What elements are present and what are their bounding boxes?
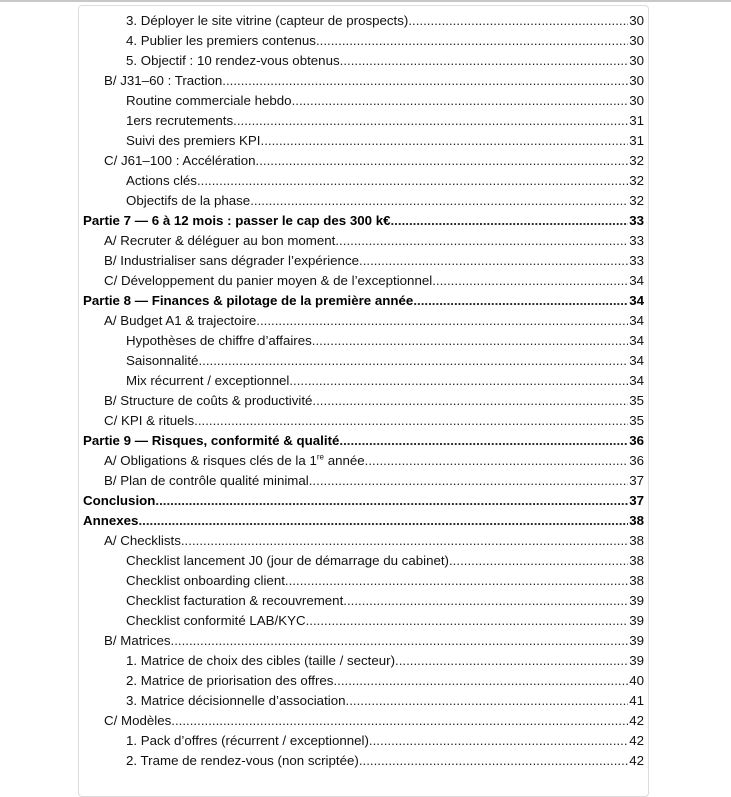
toc-entry-title	[104, 311, 256, 331]
toc-entry-title	[104, 531, 181, 551]
toc-entry-title	[83, 431, 339, 451]
toc-page-number: 33	[629, 233, 644, 248]
toc-entry-label: 4. Publier les premiers contenus	[126, 33, 316, 48]
toc-entry[interactable]	[83, 311, 644, 331]
toc-entry-title	[126, 131, 261, 151]
toc-entry[interactable]	[83, 571, 644, 591]
dot-leader	[250, 191, 628, 211]
toc-page-number: 34	[629, 273, 644, 288]
toc-entry-title	[126, 371, 289, 391]
toc-entry-title	[104, 71, 222, 91]
toc-entry-label: 1. Pack d’offres (récurrent / exceptionnel)	[126, 733, 369, 748]
toc-entry[interactable]	[83, 411, 644, 431]
toc-entry-label: 3. Déployer le site vitrine (capteur de prospects)	[126, 13, 409, 28]
toc-entry[interactable]	[83, 271, 644, 291]
toc-entry-label: Conclusion	[83, 493, 156, 508]
dot-leader	[316, 31, 628, 51]
toc-entry-title	[104, 271, 432, 291]
toc-entry[interactable]	[83, 651, 644, 671]
toc-page-number: 32	[629, 193, 644, 208]
toc-page-number: 42	[629, 713, 644, 728]
dot-leader	[256, 311, 628, 331]
dot-leader	[369, 731, 628, 751]
toc-page-number: 30	[629, 53, 644, 68]
toc-page-number: 31	[629, 113, 644, 128]
toc-entry[interactable]	[83, 131, 644, 151]
dot-leader	[408, 11, 628, 31]
toc-entry[interactable]	[83, 591, 644, 611]
toc-page-number: 31	[629, 133, 644, 148]
toc-page-number: 42	[629, 733, 644, 748]
toc-entry-title	[126, 551, 449, 571]
dot-leader	[365, 451, 629, 471]
toc-entry-label: C/ J61–100 : Accélération	[104, 153, 256, 168]
dot-leader	[395, 651, 628, 671]
dot-leader	[138, 511, 628, 531]
toc-entry-label-rest: année	[324, 453, 365, 468]
dot-leader	[312, 391, 628, 411]
toc-entry-label: C/ Modèles	[104, 713, 172, 728]
toc-page-number: 37	[629, 493, 644, 508]
toc-entry[interactable]	[83, 291, 644, 311]
dot-leader	[335, 231, 628, 251]
toc-entry[interactable]	[83, 211, 644, 231]
toc-entry-label: Mix récurrent / exceptionnel	[126, 373, 290, 388]
dot-leader	[261, 131, 629, 151]
toc-page-number: 35	[629, 413, 644, 428]
toc-entry-label: Objectifs de la phase	[126, 193, 251, 208]
toc-entry-title	[126, 591, 343, 611]
toc-entry[interactable]	[83, 751, 644, 771]
toc-entry-label: A/ Budget A1 & trajectoire	[104, 313, 257, 328]
toc-entry[interactable]	[83, 51, 644, 71]
toc-entry-label: Checklist conformité LAB/KYC	[126, 613, 306, 628]
toc-entry-label: 5. Objectif : 10 rendez-vous obtenus	[126, 53, 340, 68]
toc-page-number: 38	[629, 573, 644, 588]
dot-leader	[359, 251, 628, 271]
toc-entry[interactable]	[83, 631, 644, 651]
toc-entry-label: C/ KPI & rituels	[104, 413, 195, 428]
toc-entry-label: A/ Recruter & déléguer au bon moment	[104, 233, 336, 248]
dot-leader	[312, 331, 628, 351]
toc-entry[interactable]	[83, 611, 644, 631]
toc-entry-label: B/ Structure de coûts & productivité	[104, 393, 313, 408]
dot-leader	[449, 551, 628, 571]
toc-page-number: 30	[629, 73, 644, 88]
toc-entry-title	[83, 511, 138, 531]
toc-entry-title	[104, 231, 335, 251]
toc-page-number: 34	[629, 293, 644, 308]
dot-leader	[390, 211, 628, 231]
toc-entry[interactable]	[83, 551, 644, 571]
toc-page-number: 30	[629, 13, 644, 28]
dot-leader	[171, 631, 629, 651]
toc-entry[interactable]	[83, 491, 644, 511]
dot-leader	[432, 271, 628, 291]
toc-entry-label: Suivi des premiers KPI	[126, 133, 261, 148]
toc-entry[interactable]	[83, 451, 644, 471]
toc-entry-title	[126, 171, 197, 191]
toc-entry-title	[104, 451, 365, 471]
toc-entry[interactable]	[83, 671, 644, 691]
toc-entry[interactable]	[83, 171, 644, 191]
toc-page-number: 40	[629, 673, 644, 688]
dot-leader	[340, 51, 629, 71]
toc-entry-label: B/ J31–60 : Traction	[104, 73, 223, 88]
dot-leader	[359, 751, 628, 771]
toc-entry-label: B/ Plan de contrôle qualité minimal	[104, 473, 309, 488]
dot-leader	[309, 471, 628, 491]
toc-entry[interactable]	[83, 531, 644, 551]
toc-entry-label: Actions clés	[126, 173, 197, 188]
toc-entry-label: 1ers recrutements	[126, 113, 234, 128]
toc-entry-title	[83, 291, 413, 311]
dot-leader	[289, 371, 628, 391]
dot-leader	[197, 171, 628, 191]
toc-entry-label: C/ Développement du panier moyen & de l’exceptionnel	[104, 273, 433, 288]
top-divider	[0, 0, 731, 2]
toc-page-number: 38	[629, 553, 644, 568]
toc-entry-title	[104, 411, 194, 431]
dot-leader	[233, 111, 628, 131]
toc-entry[interactable]	[83, 151, 644, 171]
dot-leader	[222, 71, 628, 91]
dot-leader	[306, 611, 629, 631]
toc-entry-title	[104, 251, 359, 271]
toc-entry-label: B/ Industrialiser sans dégrader l’expérience	[104, 253, 359, 268]
toc-entry-label: Checklist facturation & recouvrement	[126, 593, 344, 608]
toc-entry-title	[104, 631, 171, 651]
document-page	[78, 5, 649, 797]
dot-leader	[181, 531, 628, 551]
toc-page-number: 39	[629, 593, 644, 608]
toc-entry-title	[126, 91, 292, 111]
toc-entry[interactable]	[83, 331, 644, 351]
toc-entry-label: Checklist onboarding client	[126, 573, 285, 588]
toc-page-number: 30	[629, 93, 644, 108]
toc-page-number: 38	[629, 513, 644, 528]
toc-entry-label: 1. Matrice de choix des cibles (taille / secteur)	[126, 653, 396, 668]
superscript: re	[316, 452, 324, 462]
dot-leader	[292, 91, 629, 111]
toc-entry[interactable]	[83, 11, 644, 31]
toc-page-number: 33	[629, 253, 644, 268]
toc-entry-label: A/ Obligations & risques clés de la 1	[104, 453, 317, 468]
toc-page-number: 38	[629, 533, 644, 548]
dot-leader	[343, 591, 628, 611]
dot-leader	[346, 691, 629, 711]
dot-leader	[285, 571, 628, 591]
toc-entry-title	[104, 391, 312, 411]
toc-page-number: 33	[629, 213, 644, 228]
toc-entry-label: 2. Matrice de priorisation des offres	[126, 673, 334, 688]
toc-entry-title	[126, 351, 198, 371]
toc-entry-label: Hypothèses de chiffre d’affaires	[126, 333, 312, 348]
toc-entry[interactable]	[83, 691, 644, 711]
toc-entry-label: 3. Matrice décisionnelle d’association	[126, 693, 346, 708]
toc-entry-title	[126, 111, 233, 131]
toc-entry[interactable]	[83, 431, 644, 451]
toc-page-number: 36	[629, 433, 644, 448]
toc-entry-label: Saisonnalité	[126, 353, 199, 368]
toc-page-number: 34	[629, 313, 644, 328]
toc-entry[interactable]	[83, 251, 644, 271]
toc-entry-label: Partie 8 — Finances & pilotage de la première année	[83, 293, 414, 308]
toc-page-number: 39	[629, 633, 644, 648]
toc-entry[interactable]	[83, 111, 644, 131]
toc-page-number: 36	[629, 453, 644, 468]
toc-entry-title	[126, 11, 408, 31]
dot-leader	[155, 491, 628, 511]
toc-entry-title	[126, 51, 340, 71]
toc-entry-title	[126, 191, 250, 211]
toc-entry-label: Routine commerciale hebdo	[126, 93, 292, 108]
dot-leader	[339, 431, 628, 451]
toc-page-number: 32	[629, 153, 644, 168]
toc-page-number: 34	[629, 353, 644, 368]
toc-entry-label: B/ Matrices	[104, 633, 171, 648]
toc-page-number: 37	[629, 473, 644, 488]
toc-entry[interactable]	[83, 471, 644, 491]
toc-entry-title	[126, 651, 395, 671]
toc-entry[interactable]	[83, 231, 644, 251]
toc-entry-title	[126, 731, 369, 751]
toc-entry-label: Partie 9 — Risques, conformité & qualité	[83, 433, 340, 448]
toc-entry-title	[126, 571, 285, 591]
toc-entry-title	[126, 751, 359, 771]
dot-leader	[194, 411, 628, 431]
table-of-contents	[83, 11, 644, 771]
toc-entry-title	[126, 31, 316, 51]
dot-leader	[198, 351, 628, 371]
toc-entry-label: Partie 7 — 6 à 12 mois : passer le cap des 300 k€	[83, 213, 391, 228]
toc-entry[interactable]	[83, 511, 644, 531]
toc-entry[interactable]	[83, 391, 644, 411]
toc-entry[interactable]	[83, 731, 644, 751]
toc-entry[interactable]	[83, 31, 644, 51]
toc-entry-label: Checklist lancement J0 (jour de démarrage du cabinet)	[126, 553, 449, 568]
toc-entry-label: 2. Trame de rendez-vous (non scriptée)	[126, 753, 359, 768]
toc-entry[interactable]	[83, 71, 644, 91]
toc-page-number: 42	[629, 753, 644, 768]
toc-entry-title	[104, 471, 309, 491]
dot-leader	[333, 671, 628, 691]
toc-page-number: 30	[629, 33, 644, 48]
toc-entry-title	[104, 711, 171, 731]
toc-page-number: 34	[629, 373, 644, 388]
toc-entry[interactable]	[83, 191, 644, 211]
dot-leader	[171, 711, 628, 731]
toc-entry-label: Annexes	[83, 513, 139, 528]
dot-leader	[413, 291, 628, 311]
toc-entry-title	[83, 491, 155, 511]
toc-entry[interactable]	[83, 711, 644, 731]
toc-page-number: 34	[629, 333, 644, 348]
toc-page-number: 41	[629, 693, 644, 708]
toc-entry-title	[126, 691, 346, 711]
toc-entry-title	[83, 211, 390, 231]
toc-entry[interactable]	[83, 371, 644, 391]
toc-page-number: 32	[629, 173, 644, 188]
toc-page-number: 39	[629, 653, 644, 668]
toc-entry-label: A/ Checklists	[104, 533, 181, 548]
dot-leader	[256, 151, 629, 171]
toc-entry-title	[104, 151, 256, 171]
toc-entry-title	[126, 671, 333, 691]
toc-entry[interactable]	[83, 351, 644, 371]
toc-entry[interactable]	[83, 91, 644, 111]
toc-page-number: 35	[629, 393, 644, 408]
toc-entry-title	[126, 611, 306, 631]
toc-page-number: 39	[629, 613, 644, 628]
toc-entry-title	[126, 331, 312, 351]
